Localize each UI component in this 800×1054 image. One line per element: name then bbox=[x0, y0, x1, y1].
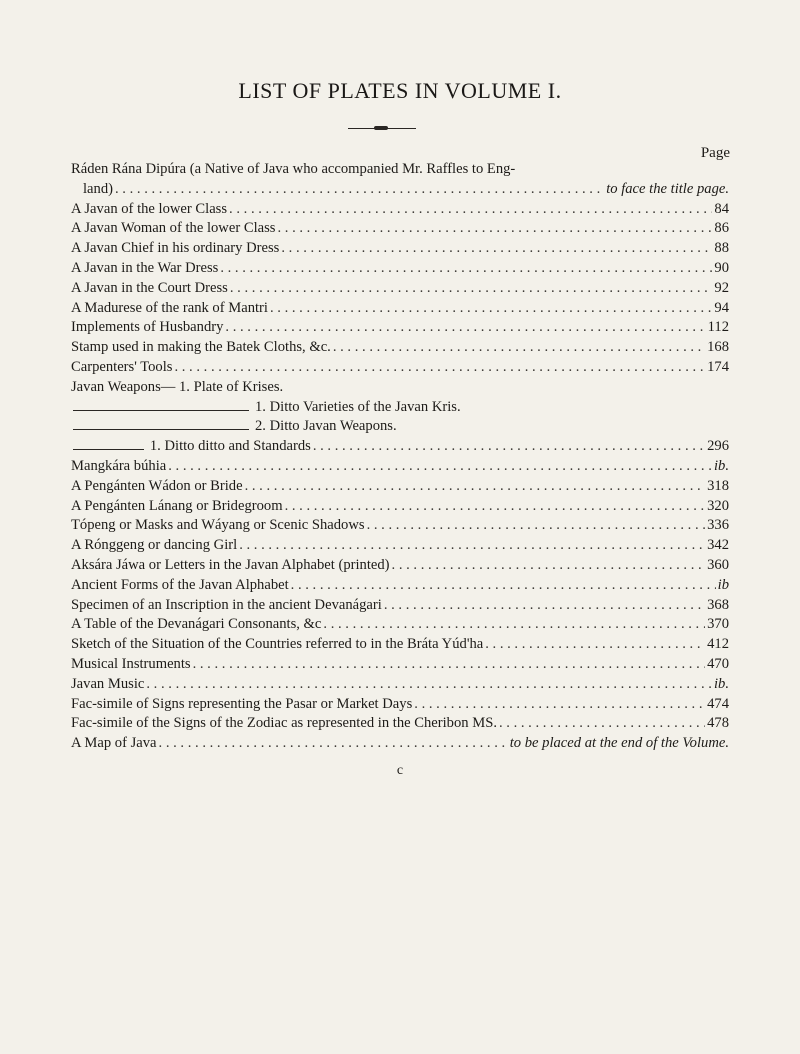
entry-text: Sketch of the Situation of the Countries referred to in the Bráta Yúd'ha bbox=[71, 636, 484, 653]
list-item bbox=[71, 596, 729, 616]
list-item bbox=[71, 516, 729, 536]
dot-leader bbox=[168, 457, 712, 477]
dot-leader bbox=[313, 437, 705, 457]
dot-leader bbox=[485, 635, 705, 655]
entry-page: 478 bbox=[707, 715, 729, 732]
list-item bbox=[71, 734, 729, 754]
list-item bbox=[71, 655, 729, 675]
dot-leader bbox=[499, 714, 705, 734]
entry-text: Stamp used in making the Batek Cloths, &c. bbox=[71, 339, 331, 356]
list-item bbox=[71, 398, 729, 418]
entry-text: Carpenters' Tools bbox=[71, 358, 173, 375]
entry-text: Ancient Forms of the Javan Alphabet bbox=[71, 576, 289, 593]
list-item bbox=[71, 615, 729, 635]
dot-leader bbox=[159, 734, 508, 754]
entry-page: 474 bbox=[707, 695, 729, 712]
list-item bbox=[71, 180, 729, 200]
dot-leader bbox=[384, 596, 705, 616]
entry-text: land) bbox=[83, 180, 113, 197]
entry-page: 318 bbox=[707, 477, 729, 494]
entry-text: 1. Ditto ditto and Standards bbox=[149, 438, 311, 455]
entry-text: Javan Music bbox=[71, 675, 145, 692]
dot-leader bbox=[414, 695, 705, 715]
entry-text: A Pengánten Lánang or Bridegroom bbox=[71, 497, 283, 514]
list-item bbox=[71, 437, 729, 457]
dot-leader bbox=[193, 655, 706, 675]
list-item bbox=[71, 378, 729, 398]
dot-leader bbox=[174, 358, 705, 378]
dot-leader bbox=[291, 576, 716, 596]
entry-page: 90 bbox=[714, 259, 729, 276]
entry-page: 320 bbox=[707, 497, 729, 514]
entry-text: A Map of Java bbox=[71, 735, 157, 752]
entry-page: 336 bbox=[707, 517, 729, 534]
list-item bbox=[71, 576, 729, 596]
dot-leader bbox=[392, 556, 706, 576]
dot-leader bbox=[367, 516, 706, 536]
entry-page: 94 bbox=[714, 299, 729, 316]
dot-leader bbox=[220, 259, 712, 279]
entry-page: 470 bbox=[707, 655, 729, 672]
list-item bbox=[71, 239, 729, 259]
entry-page: 368 bbox=[707, 596, 729, 613]
entry-text: 2. Ditto Javan Weapons. bbox=[255, 418, 397, 435]
ditto-dash bbox=[73, 410, 249, 411]
list-item bbox=[71, 259, 729, 279]
list-item bbox=[71, 497, 729, 517]
entry-page: 88 bbox=[714, 240, 729, 257]
entry-text: 1. Ditto Varieties of the Javan Kris. bbox=[255, 398, 461, 415]
entry-text: Mangkára búhia bbox=[71, 457, 167, 474]
list-item bbox=[71, 219, 729, 239]
entry-text: Fac-simile of the Signs of the Zodiac as represented in the Cheribon MS. bbox=[71, 715, 497, 732]
dot-leader bbox=[146, 675, 712, 695]
entry-text: A Javan Chief in his ordinary Dress bbox=[71, 240, 280, 257]
page-column-header: Page bbox=[700, 145, 730, 161]
entry-page: 168 bbox=[707, 339, 729, 356]
list-item bbox=[71, 358, 729, 378]
plates-list bbox=[71, 160, 729, 754]
list-item bbox=[71, 536, 729, 556]
entry-page: ib. bbox=[714, 457, 729, 474]
dot-leader bbox=[230, 279, 713, 299]
ditto-dash bbox=[73, 449, 144, 450]
list-item bbox=[71, 417, 729, 437]
list-item bbox=[71, 457, 729, 477]
list-item bbox=[71, 160, 729, 180]
entry-page: ib. bbox=[714, 675, 729, 692]
dot-leader bbox=[245, 477, 706, 497]
dot-leader bbox=[225, 318, 705, 338]
dot-leader bbox=[323, 615, 705, 635]
dot-leader bbox=[281, 239, 712, 259]
list-item bbox=[71, 635, 729, 655]
list-item bbox=[71, 338, 729, 358]
entry-page: 112 bbox=[707, 319, 729, 336]
signature-mark: c bbox=[396, 763, 404, 778]
entry-page: 360 bbox=[707, 556, 729, 573]
dot-leader bbox=[270, 299, 712, 319]
entry-page: to be placed at the end of the Volume. bbox=[509, 735, 729, 752]
list-item bbox=[71, 675, 729, 695]
list-item bbox=[71, 318, 729, 338]
dot-leader bbox=[115, 180, 604, 200]
entry-text: Implements of Husbandry bbox=[71, 319, 224, 336]
list-item bbox=[71, 200, 729, 220]
entry-text: Specimen of an Inscription in the ancient Devanágari bbox=[71, 596, 382, 613]
dot-leader bbox=[229, 200, 712, 220]
entry-page: to face the title page. bbox=[606, 180, 729, 197]
entry-page: 342 bbox=[707, 537, 729, 554]
entry-text: Tópeng or Masks and Wáyang or Scenic Shadows bbox=[71, 517, 365, 534]
entry-text: A Table of the Devanágari Consonants, &c bbox=[71, 616, 322, 633]
entry-page: 296 bbox=[707, 438, 729, 455]
entry-text: A Pengánten Wádon or Bride bbox=[71, 477, 243, 494]
entry-page: 370 bbox=[707, 616, 729, 633]
entry-text: Ráden Rána Dipúra (a Native of Java who accompanied Mr. Raffles to Eng- bbox=[71, 161, 516, 177]
entry-page: 412 bbox=[707, 636, 729, 653]
dot-leader bbox=[277, 219, 712, 239]
entry-text: Musical Instruments bbox=[71, 655, 191, 672]
entry-page: ib bbox=[717, 576, 729, 593]
entry-page: 174 bbox=[707, 358, 729, 375]
title-divider-ornament bbox=[374, 126, 388, 130]
entry-text: Javan Weapons— 1. Plate of Krises. bbox=[71, 378, 284, 395]
entry-text: Fac-simile of Signs representing the Pasar or Market Days bbox=[71, 695, 413, 712]
entry-page: 92 bbox=[714, 279, 729, 296]
ditto-dash bbox=[73, 429, 249, 430]
entry-text: A Javan in the Court Dress bbox=[71, 279, 228, 296]
list-item bbox=[71, 695, 729, 715]
list-item bbox=[71, 279, 729, 299]
entry-text: A Madurese of the rank of Mantri bbox=[71, 299, 268, 316]
dot-leader bbox=[285, 497, 706, 517]
list-item bbox=[71, 299, 729, 319]
list-item bbox=[71, 714, 729, 734]
entry-page: 84 bbox=[714, 200, 729, 217]
entry-text: A Javan in the War Dress bbox=[71, 259, 219, 276]
list-item bbox=[71, 477, 729, 497]
dot-leader bbox=[239, 536, 705, 556]
page-title: LIST OF PLATES IN VOLUME I. bbox=[238, 78, 562, 103]
entry-text: A Javan Woman of the lower Class bbox=[71, 220, 276, 237]
entry-page: 86 bbox=[714, 220, 729, 237]
list-item bbox=[71, 556, 729, 576]
entry-text: A Rónggeng or dancing Girl bbox=[71, 537, 238, 554]
entry-text: Aksára Jáwa or Letters in the Javan Alphabet (printed) bbox=[71, 556, 390, 573]
dot-leader bbox=[333, 338, 705, 358]
entry-text: A Javan of the lower Class bbox=[71, 200, 228, 217]
